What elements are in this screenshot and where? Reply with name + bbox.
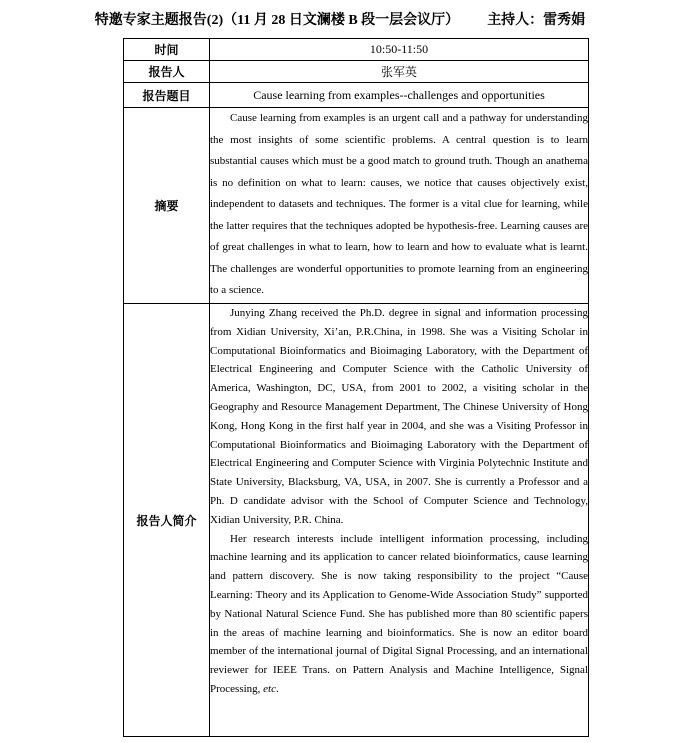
topic-label: 报告题目	[124, 83, 210, 108]
speaker-value: 张军英	[210, 61, 589, 83]
document-title	[0, 9, 680, 29]
table-row-topic	[124, 83, 589, 108]
time-label: 时间	[124, 39, 210, 61]
session-info-table	[123, 38, 589, 737]
bio-cell	[210, 304, 589, 737]
bio-paragraph-1: Junying Zhang received the Ph.D. degree in signal and information processing from Xidian University, Xi’an, P.R.China, in 1998. She was a Visiting Scholar in Computational Bioinformatics and Bioimaging Laboratory, with the Department of Electrical Engineering and Computer Science with the Catholic University of America, Washington, DC, USA, from 2001 to 2002, a visiting scholar in the Geography and Resource Management Department, The Chinese University of Hong Kong, Hong Kong in the first half year in 2004, and she was a Visiting Professor in Computational Bioinformatics and Bioimaging Laboratory with the Department of Electrical Engineering and Computer Science with Virginia Polytechnic Institute and State University, Blacksburg, VA, USA, in 2007. She is currently a Professor and a Ph. D candidate advisor with the School of Computer Science and Technology, Xidian University, P.R. China.	[210, 307, 588, 526]
bio-label: 报告人简介	[124, 304, 210, 737]
table-row-abstract	[124, 108, 589, 304]
topic-value: Cause learning from examples--challenges and opportunities	[210, 83, 589, 108]
abstract-paragraph: Cause learning from examples is an urgent call and a pathway for understanding the most insights of some scientific problems. A central question is to learn substantial causes which must be a good match to ground truth. Though an anathema is no definition on what to learn: causes, we notice that causes objectively exist, independent to datasets and techniques. The former is a vital clue for learning, while the latter requires that the techniques adopted be hypothesis-free. Learning causes are of great challenges in what to learn, how to learn and how to evaluate what is learnt. The challenges are wonderful opportunities to promote learning from an engineering to a science.	[210, 112, 588, 296]
bio-paragraph-2-main: Her research interests include intelligent information processing, including machine learning and its application to cancer related bioinformatics, cause learning and pattern discovery. She is now taking responsibility to the project “Cause Learning: Theory and its Application to Genome-Wide Association Study” supported by National Natural Science Fund. She has published more than 80 scientific papers in the areas of machine learning and bioinformatics. She is now an editor board member of the international journal of Digital Signal Processing, and an international reviewer for IEEE Trans. on Pattern Analysis and Machine Intelligence, Signal Processing,	[210, 532, 588, 695]
table-row-bio	[124, 304, 589, 737]
table-row-time	[124, 39, 589, 61]
speaker-label: 报告人	[124, 61, 210, 83]
title-host-text: 主持人：雷秀娟	[487, 13, 586, 28]
abstract-cell	[210, 108, 589, 304]
time-value: 10:50-11:50	[210, 39, 589, 61]
bio-paragraph-2-period: .	[276, 682, 279, 695]
abstract-label: 摘要	[124, 108, 210, 304]
bio-paragraph-2	[210, 530, 588, 699]
table-row-speaker	[124, 61, 589, 83]
bio-etc-italic: etc	[263, 682, 276, 695]
title-session-text: 特邀专家主题报告(2)（11 月 28 日文澜楼 B 段一层会议厅）	[94, 13, 460, 28]
